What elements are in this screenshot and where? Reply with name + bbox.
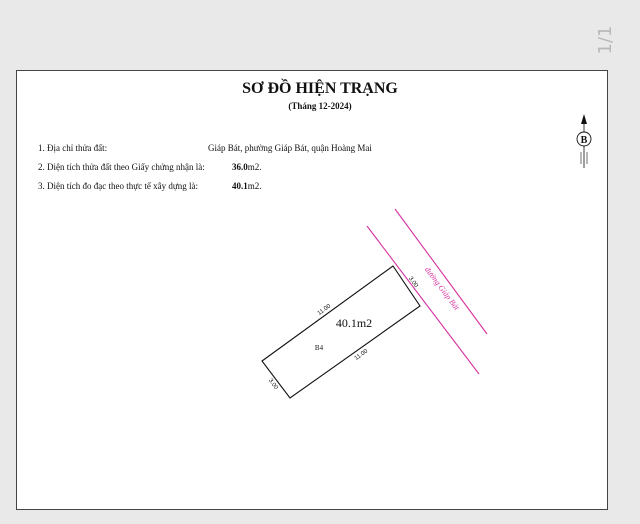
road-line-inner: [395, 209, 487, 334]
plot-lot-label: B4: [314, 344, 324, 352]
road-label: đường Giáp Bát: [422, 265, 462, 312]
plot-area-label: 40.1m2: [335, 316, 373, 330]
info-label: 2. Diện tích thửa đất theo Giấy chứng nhận là:: [38, 162, 205, 172]
land-plot-outline: [262, 266, 420, 398]
north-arrow-icon: [577, 114, 591, 168]
info-label: 1. Địa chỉ thửa đất:: [38, 143, 108, 153]
document-subtitle: (Tháng 12-2024): [288, 101, 352, 111]
info-value: 36.0m2.: [232, 162, 262, 172]
page-counter: 1/1: [595, 25, 616, 55]
edge-label-left: 3.00: [266, 377, 279, 391]
document-title: SƠ ĐỒ HIỆN TRẠNG: [242, 80, 398, 97]
edge-label-bottom: 11.00: [353, 348, 370, 362]
info-value: Giáp Bát, phường Giáp Bát, quận Hoàng Mai: [208, 143, 372, 153]
info-value: 40.1m2.: [232, 181, 262, 191]
edge-label-top: 11.00: [316, 303, 333, 317]
edge-label-right: 3.00: [406, 275, 419, 289]
info-label: 3. Diện tích đo đạc theo thực tế xây dựng là:: [38, 181, 198, 191]
north-arrow-label: B: [580, 135, 588, 146]
